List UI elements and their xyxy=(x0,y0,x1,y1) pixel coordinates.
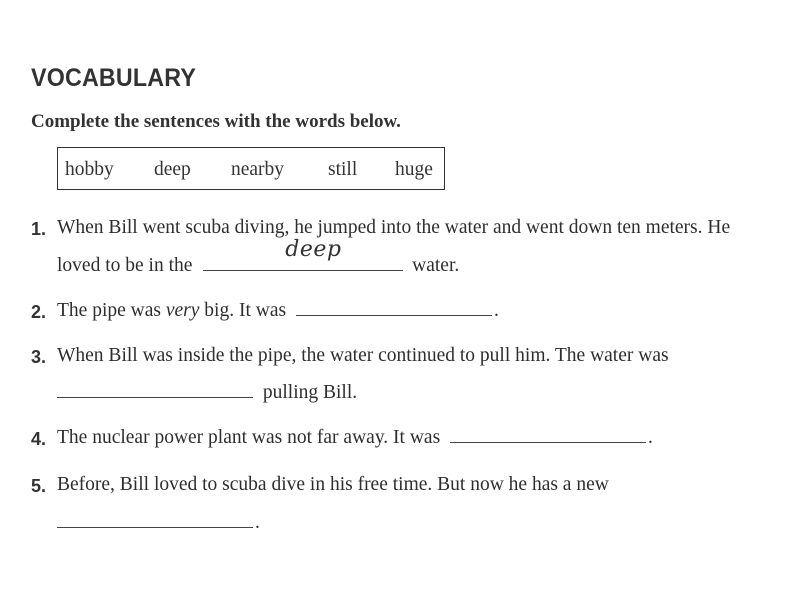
answer-blank-1[interactable] xyxy=(203,237,403,271)
word-bank-item: deep xyxy=(154,159,191,180)
item-1-line-1: When Bill went scuba diving, he jumped into the water and went down ten meters. He xyxy=(57,217,731,238)
item-5-period: . xyxy=(255,512,260,533)
item-1-text-after: water. xyxy=(412,255,460,276)
answer-blank-4[interactable] xyxy=(450,428,646,443)
item-4-text-before: The nuclear power plant was not far away. It was xyxy=(57,427,441,448)
item-5-line-2 xyxy=(57,512,260,534)
item-number: 4. xyxy=(31,429,47,449)
item-5-line-1: Before, Bill loved to scuba dive in his free time. But now he has a new xyxy=(57,474,609,495)
item-4-period: . xyxy=(648,427,653,448)
word-bank-item: hobby xyxy=(65,159,114,180)
handwritten-answer: deep xyxy=(285,237,342,262)
item-2-period: . xyxy=(493,300,499,321)
answer-blank-5[interactable] xyxy=(57,513,253,528)
word-bank-item: huge xyxy=(395,159,433,180)
page-title: VOCABULARY xyxy=(31,64,197,92)
word-bank xyxy=(57,147,445,190)
item-number: 1. xyxy=(31,219,47,239)
item-number: 2. xyxy=(31,302,47,322)
item-3-line-2 xyxy=(57,382,357,404)
item-number: 3. xyxy=(31,347,47,367)
item-2-text-before: The pipe was xyxy=(57,300,161,321)
answer-blank-2[interactable] xyxy=(296,301,492,316)
item-number: 5. xyxy=(31,476,47,496)
word-bank-item: still xyxy=(328,159,358,180)
instruction-text: Complete the sentences with the words below. xyxy=(31,111,401,132)
item-2-text-after: big. It was xyxy=(204,300,287,321)
item-1-text-before: loved to be in the xyxy=(57,255,193,276)
item-3-line-1: When Bill was inside the pipe, the water continued to pull him. The water was xyxy=(57,345,669,366)
word-bank-item: nearby xyxy=(231,159,285,180)
emphasis-word: very xyxy=(165,300,200,321)
answer-blank-3[interactable] xyxy=(57,383,253,398)
item-4-line xyxy=(57,427,653,449)
item-1-line-2 xyxy=(57,237,460,277)
item-3-text-after: pulling Bill. xyxy=(262,382,358,403)
item-2-line xyxy=(57,300,499,322)
